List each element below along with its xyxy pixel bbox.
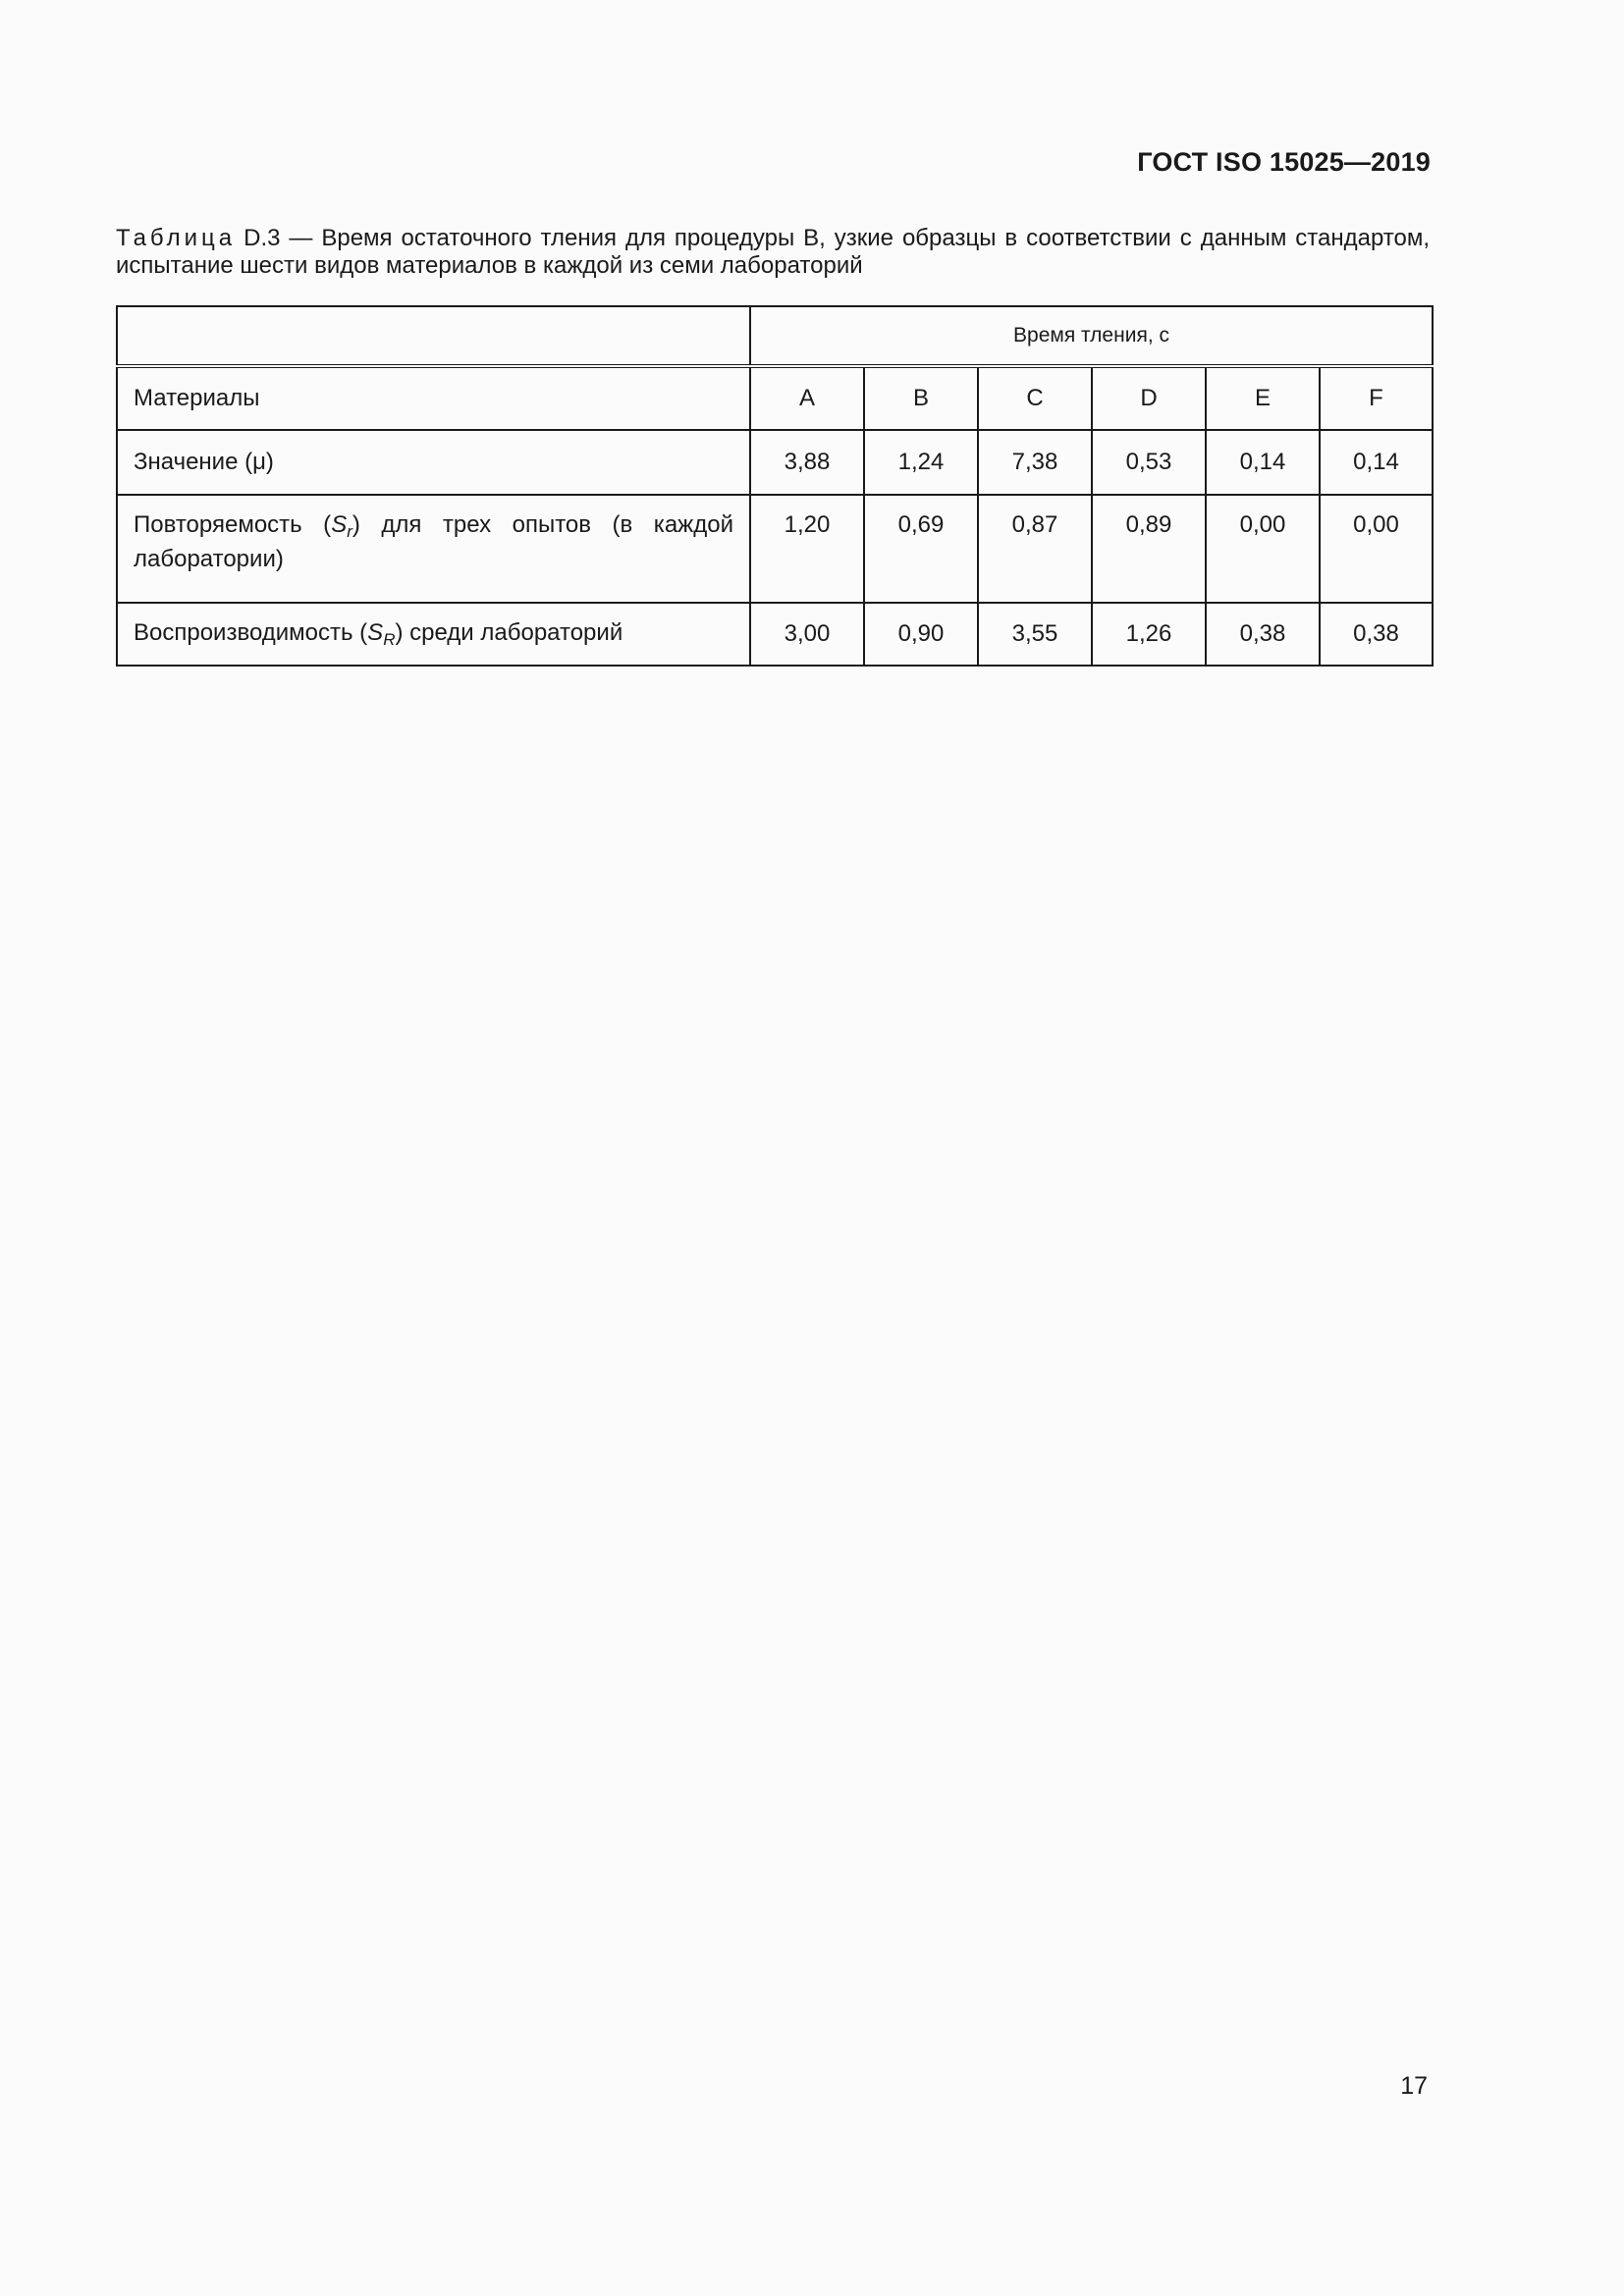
- table-caption-text: D.3 — Время остаточного тления для процедуры B, узкие образцы в соответствии с данным стандартом, испытание шести видов материалов в каждой из семи лабораторий: [116, 225, 1430, 279]
- table-cell: 3,00: [750, 603, 864, 666]
- table-row-reproducibility: [117, 603, 1433, 666]
- column-header-d: D: [1092, 366, 1206, 430]
- label-text-after: ) среди лабораторий: [395, 618, 623, 646]
- page-number: 17: [1400, 2072, 1428, 2100]
- data-table: [116, 305, 1434, 667]
- table-cell: 0,53: [1092, 430, 1206, 495]
- table-corner-cell: [117, 306, 750, 366]
- table-row-mean: [117, 430, 1433, 495]
- table-cell: 3,55: [978, 603, 1092, 666]
- table-cell: 3,88: [750, 430, 864, 495]
- row-label-reproducibility: [117, 603, 750, 666]
- column-header-b: B: [864, 366, 978, 430]
- table-cell: 0,00: [1206, 495, 1320, 603]
- table-cell: 0,87: [978, 495, 1092, 603]
- row-label-mean: Значение (μ): [117, 430, 750, 495]
- table-cell: 1,26: [1092, 603, 1206, 666]
- table-cell: 0,14: [1206, 430, 1320, 495]
- table-cell: 0,90: [864, 603, 978, 666]
- label-text-after: ) для трех опытов (в каждой лаборатории): [134, 511, 733, 572]
- label-symbol: S: [331, 511, 348, 538]
- table-group-header: Время тления, с: [750, 306, 1433, 366]
- table-cell: 1,24: [864, 430, 978, 495]
- label-text-before: Повторяемость (: [134, 511, 332, 538]
- column-header-f: F: [1320, 366, 1433, 430]
- row-label-repeatability: [117, 495, 750, 603]
- label-text-before: Воспроизводимость (: [134, 618, 368, 646]
- materials-header: Материалы: [117, 366, 750, 430]
- table-cell: 0,00: [1320, 495, 1433, 603]
- document-standard-id: ГОСТ ISO 15025—2019: [1137, 147, 1431, 177]
- label-subscript: R: [383, 629, 396, 649]
- table-row-repeatability: [117, 495, 1433, 603]
- table-column-header-row: [117, 366, 1433, 430]
- table-cell: 0,14: [1320, 430, 1433, 495]
- table-cell: 0,38: [1206, 603, 1320, 666]
- column-header-c: C: [978, 366, 1092, 430]
- table-caption: [116, 225, 1430, 280]
- table-cell: 0,38: [1320, 603, 1433, 666]
- table-cell: 1,20: [750, 495, 864, 603]
- table-cell: 7,38: [978, 430, 1092, 495]
- table-caption-prefix: Таблица: [116, 225, 237, 251]
- column-header-a: A: [750, 366, 864, 430]
- column-header-e: E: [1206, 366, 1320, 430]
- label-subscript: r: [347, 522, 352, 541]
- table-cell: 0,69: [864, 495, 978, 603]
- label-symbol: S: [367, 618, 384, 646]
- table-cell: 0,89: [1092, 495, 1206, 603]
- table-group-header-row: [117, 306, 1433, 366]
